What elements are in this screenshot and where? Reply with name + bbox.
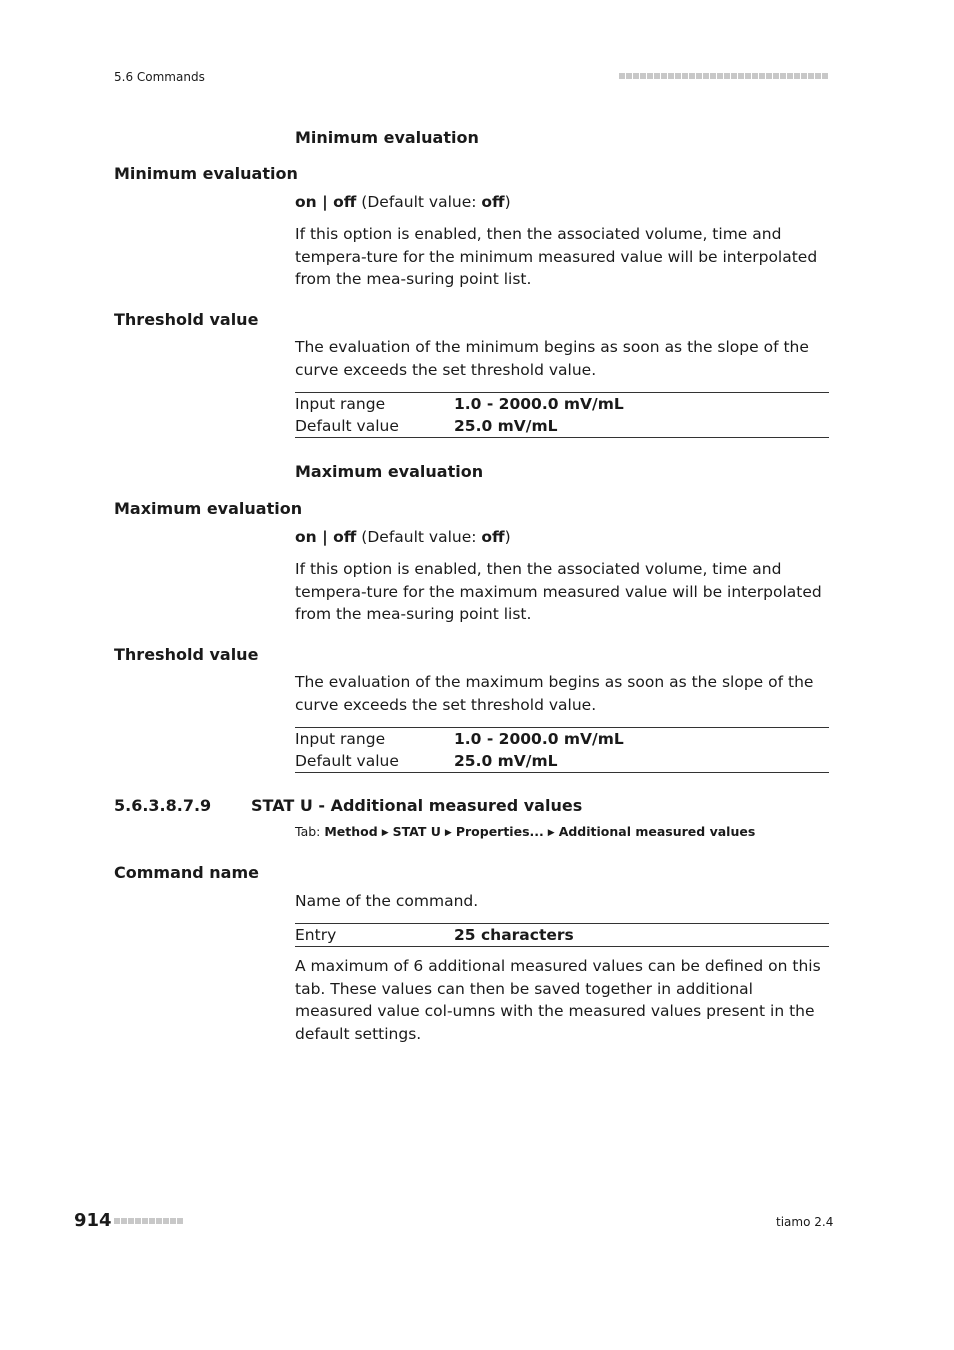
product-name: tiamo 2.4 <box>776 1215 834 1229</box>
table-key: Entry <box>295 926 337 944</box>
max-eval-subheading: Maximum evaluation <box>295 462 484 481</box>
max-threshold-table <box>295 727 829 773</box>
section-note: A maximum of 6 additional measured values can be defined on this tab. These values can then be saved together in additional measured value col-umns with the measured values present in the default settings. <box>295 957 821 1043</box>
command-name-label: Command name <box>114 863 259 882</box>
tab-prefix: Tab: <box>295 824 325 839</box>
triangle-right-icon: ▶ <box>547 828 555 838</box>
table-key: Input range <box>295 395 386 413</box>
table-row <box>295 924 829 946</box>
default-suffix: ) <box>504 193 511 211</box>
command-name-table <box>295 923 829 947</box>
command-name-description: Name of the command. <box>295 892 479 910</box>
table-row <box>295 415 829 437</box>
table-key: Default value <box>295 417 399 435</box>
min-threshold-table <box>295 392 829 438</box>
table-row <box>295 750 829 772</box>
max-threshold-label: Threshold value <box>114 645 259 664</box>
min-eval-description: If this option is enabled, then the associated volume, time and tempera-ture for the minimum measured value will be interpolated from the mea-suring point list. <box>295 225 818 288</box>
tab-path-item: Method <box>324 824 378 839</box>
option-off: off <box>333 528 357 546</box>
min-eval-options <box>295 191 829 214</box>
running-header-section: 5.6 Commands <box>114 70 205 84</box>
tab-path <box>295 824 755 839</box>
table-value: 1.0 - 2000.0 mV/mL <box>454 730 624 748</box>
table-value: 25.0 mV/mL <box>454 417 558 435</box>
table-value: 25 characters <box>454 926 574 944</box>
page-number: 914 <box>74 1210 112 1231</box>
default-suffix: ) <box>504 528 511 546</box>
min-threshold-description: The evaluation of the minimum begins as soon as the slope of the curve exceeds the set threshold value. <box>295 338 809 379</box>
option-on: on <box>295 528 317 546</box>
table-key: Input range <box>295 730 386 748</box>
tab-path-item: Additional measured values <box>558 824 756 839</box>
table-value: 25.0 mV/mL <box>454 752 558 770</box>
max-eval-description: If this option is enabled, then the associated volume, time and tempera-ture for the maximum measured value will be interpolated from the mea-suring point list. <box>295 560 822 623</box>
triangle-right-icon: ▶ <box>381 828 389 838</box>
default-prefix: (Default value: <box>356 193 482 211</box>
default-value: off <box>481 193 505 211</box>
tab-path-item: STAT U <box>392 824 441 839</box>
default-value: off <box>481 528 505 546</box>
tab-path-item: Properties... <box>455 824 544 839</box>
table-row <box>295 728 829 750</box>
min-threshold-label: Threshold value <box>114 310 259 329</box>
option-separator: | <box>316 528 334 546</box>
max-eval-options <box>295 526 829 549</box>
option-on: on <box>295 193 317 211</box>
triangle-right-icon: ▶ <box>444 828 452 838</box>
default-prefix: (Default value: <box>356 528 482 546</box>
table-key: Default value <box>295 752 399 770</box>
min-eval-subheading: Minimum evaluation <box>295 128 479 147</box>
max-threshold-description: The evaluation of the maximum begins as soon as the slope of the curve exceeds the set threshold value. <box>295 673 814 714</box>
table-row <box>295 393 829 415</box>
section-number: 5.6.3.8.7.9 <box>114 796 212 815</box>
table-value: 1.0 - 2000.0 mV/mL <box>454 395 624 413</box>
option-separator: | <box>316 193 334 211</box>
footer-decoration <box>114 1218 183 1224</box>
header-decoration <box>619 73 828 79</box>
min-eval-label: Minimum evaluation <box>114 164 298 183</box>
section-title: STAT U - Additional measured values <box>251 796 583 815</box>
max-eval-label: Maximum evaluation <box>114 499 303 518</box>
option-off: off <box>333 193 357 211</box>
